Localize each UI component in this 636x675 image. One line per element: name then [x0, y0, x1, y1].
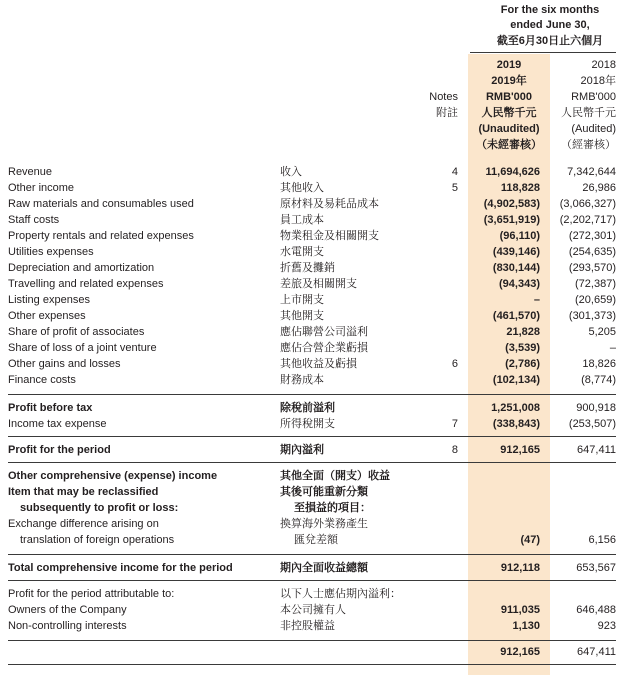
rule-after-profit: [8, 462, 616, 463]
row-label: Profit for the period attributable to:: [8, 588, 175, 600]
row-value-2018: 653,567: [576, 562, 616, 574]
row-value-2019: (96,110): [499, 230, 540, 242]
notes-header-zh: 附註: [436, 107, 458, 119]
row-label: Share of profit of associates: [8, 326, 145, 338]
row-value-2019: 1,130: [512, 620, 540, 632]
row-note: 5: [451, 182, 458, 194]
row-label-zh: 應佔聯營公司溢利: [280, 326, 368, 338]
row-value-2018: 647,411: [577, 646, 616, 658]
row-label-zh: 所得稅開支: [280, 418, 335, 430]
row-value-2019: (3,539): [505, 342, 540, 354]
row-label: Total comprehensive income for the period: [8, 562, 233, 574]
row-label-zh: 其他收益及虧損: [280, 358, 357, 370]
row-label: Item that may be reclassified: [8, 486, 159, 498]
row-value-2018: (253,507): [568, 418, 616, 430]
row-value-2018: (20,659): [575, 294, 616, 306]
row-value-2018: (8,774): [581, 374, 616, 386]
row-label-zh: 匯兌差額: [294, 534, 338, 546]
row-value-2019: (461,570): [492, 310, 540, 322]
row-label: Profit before tax: [8, 402, 93, 414]
row-value-2018: 7,342,644: [567, 166, 616, 178]
row-label-zh: 期內全面收益總額: [280, 562, 368, 574]
period-header-line-2: ended June 30,: [510, 19, 590, 31]
row-value-2019: (102,134): [492, 374, 540, 386]
row-value-2018: (2,202,717): [559, 214, 616, 226]
row-label-zh: 以下人士應佔期內溢利：: [280, 588, 401, 600]
row-value-2019: 912,165: [500, 646, 540, 658]
row-value-2018: 646,488: [576, 604, 616, 616]
row-value-2019: (439,146): [492, 246, 540, 258]
row-label: Profit for the period: [8, 444, 111, 456]
row-label-zh: 員工成本: [280, 214, 324, 226]
row-label: translation of foreign operations: [20, 534, 175, 546]
row-value-2019: (94,343): [499, 278, 540, 290]
row-value-2018: 26,986: [582, 182, 616, 194]
row-value-2019: 11,694,626: [485, 166, 540, 178]
row-value-2019: (47): [520, 534, 540, 546]
row-value-2019: (3,651,919): [483, 214, 540, 226]
row-value-2018: (72,387): [575, 278, 616, 290]
row-value-2018: (3,066,327): [559, 198, 616, 210]
row-label: Revenue: [8, 166, 53, 178]
col-2019-year: 2019: [496, 59, 522, 71]
col-2019-audit-status: (Unaudited): [478, 123, 540, 135]
row-label-zh: 物業租金及相關開支: [280, 230, 379, 242]
row-label-zh: 水電開支: [280, 246, 324, 258]
col-2019-currency-zh: 人民幣千元: [481, 107, 537, 119]
row-note: 8: [451, 444, 458, 456]
row-label: Raw materials and consumables used: [8, 198, 194, 210]
row-label: Share of loss of a joint venture: [8, 342, 157, 354]
row-label-zh: 至損益的項目：: [294, 502, 371, 514]
row-value-2019: (338,843): [492, 418, 540, 430]
row-value-2019: 118,828: [500, 182, 540, 194]
row-label: subsequently to profit or loss:: [20, 502, 179, 514]
row-label-zh: 財務成本: [280, 374, 324, 386]
row-value-2019: (2,786): [505, 358, 540, 370]
row-label-zh: 折舊及攤銷: [280, 262, 335, 274]
row-label-zh: 本公司擁有人: [280, 604, 346, 616]
row-label: Utilities expenses: [8, 246, 94, 258]
period-header-line-3: 截至6月30日止六個月: [496, 35, 604, 47]
row-label: Other income: [8, 182, 75, 194]
row-value-2018: –: [609, 342, 616, 354]
row-label: Exchange difference arising on: [8, 518, 159, 530]
row-label-zh: 原材料及易耗品成本: [280, 198, 379, 210]
row-label-zh: 非控股權益: [280, 620, 335, 632]
row-value-2019: (4,902,583): [483, 198, 540, 210]
row-label: Property rentals and related expenses: [8, 230, 194, 242]
row-value-2018: 18,826: [582, 358, 616, 370]
row-label: Finance costs: [8, 374, 76, 386]
row-label: Other gains and losses: [8, 358, 121, 370]
row-label-zh: 期內溢利: [280, 444, 324, 456]
row-label: Other comprehensive (expense) income: [8, 470, 218, 482]
row-label: Non-controlling interests: [8, 620, 127, 632]
row-label: Income tax expense: [8, 418, 107, 430]
rule-before-attributable-total: [8, 640, 616, 641]
row-note: 4: [451, 166, 458, 178]
period-header-line-1: For the six months: [500, 4, 600, 16]
row-value-2018: 647,411: [577, 444, 616, 456]
period-header-rule: [470, 52, 616, 53]
col-2019-audit-status-zh: （未經審核）: [476, 139, 542, 151]
row-value-2018: (301,373): [568, 310, 616, 322]
col-2018-year-zh: 2018年: [580, 75, 616, 87]
row-value-2018: (254,635): [568, 246, 616, 258]
row-label: Depreciation and amortization: [8, 262, 155, 274]
row-value-2018: 900,918: [576, 402, 616, 414]
row-label-zh: 其他全面（開支）收益: [280, 470, 390, 482]
row-value-2018: 6,156: [588, 534, 616, 546]
col-2018-currency: RMB'000: [571, 91, 616, 103]
row-value-2019: 912,165: [500, 444, 540, 456]
row-label-zh: 差旅及相關開支: [280, 278, 357, 290]
row-label-zh: 上市開支: [280, 294, 324, 306]
row-label: Owners of the Company: [8, 604, 127, 616]
row-value-2019: 1,251,008: [491, 402, 540, 414]
col-2018-year: 2018: [591, 59, 616, 71]
row-label-zh: 除稅前溢利: [280, 402, 335, 414]
rule-final: [8, 664, 616, 665]
row-value-2018: 923: [597, 620, 616, 632]
row-label: Listing expenses: [8, 294, 90, 306]
row-value-2019: –: [533, 294, 540, 306]
row-value-2018: 5,205: [588, 326, 616, 338]
col-2018-currency-zh: 人民幣千元: [561, 107, 616, 119]
row-label-zh: 其他開支: [280, 310, 324, 322]
rule-after-tax: [8, 436, 616, 437]
rule-after-total-comprehensive: [8, 580, 616, 581]
row-value-2019: 911,035: [500, 604, 540, 616]
row-label-zh: 其後可能重新分類: [280, 486, 368, 498]
notes-header: Notes: [429, 91, 458, 103]
row-label-zh: 收入: [280, 166, 302, 178]
row-value-2019: 912,118: [500, 562, 540, 574]
rule-after-oci: [8, 554, 616, 555]
row-note: 6: [451, 358, 458, 370]
rule-after-finance-costs: [8, 394, 616, 395]
row-value-2018: (293,570): [568, 262, 616, 274]
col-2019-currency: RMB'000: [485, 91, 533, 103]
row-value-2019: 21,828: [506, 326, 540, 338]
row-label-zh: 應佔合營企業虧損: [280, 342, 368, 354]
row-note: 7: [451, 418, 458, 430]
row-label: Other expenses: [8, 310, 86, 322]
row-value-2018: (272,301): [568, 230, 616, 242]
row-value-2019: (830,144): [492, 262, 540, 274]
row-label-zh: 其他收入: [280, 182, 324, 194]
col-2019-year-zh: 2019年: [491, 75, 527, 87]
row-label: Staff costs: [8, 214, 60, 226]
row-label-zh: 換算海外業務產生: [280, 518, 368, 530]
col-2018-audit-status: (Audited): [571, 123, 616, 135]
col-2018-audit-status-zh: （經審核）: [561, 139, 616, 151]
row-label: Travelling and related expenses: [8, 278, 164, 290]
